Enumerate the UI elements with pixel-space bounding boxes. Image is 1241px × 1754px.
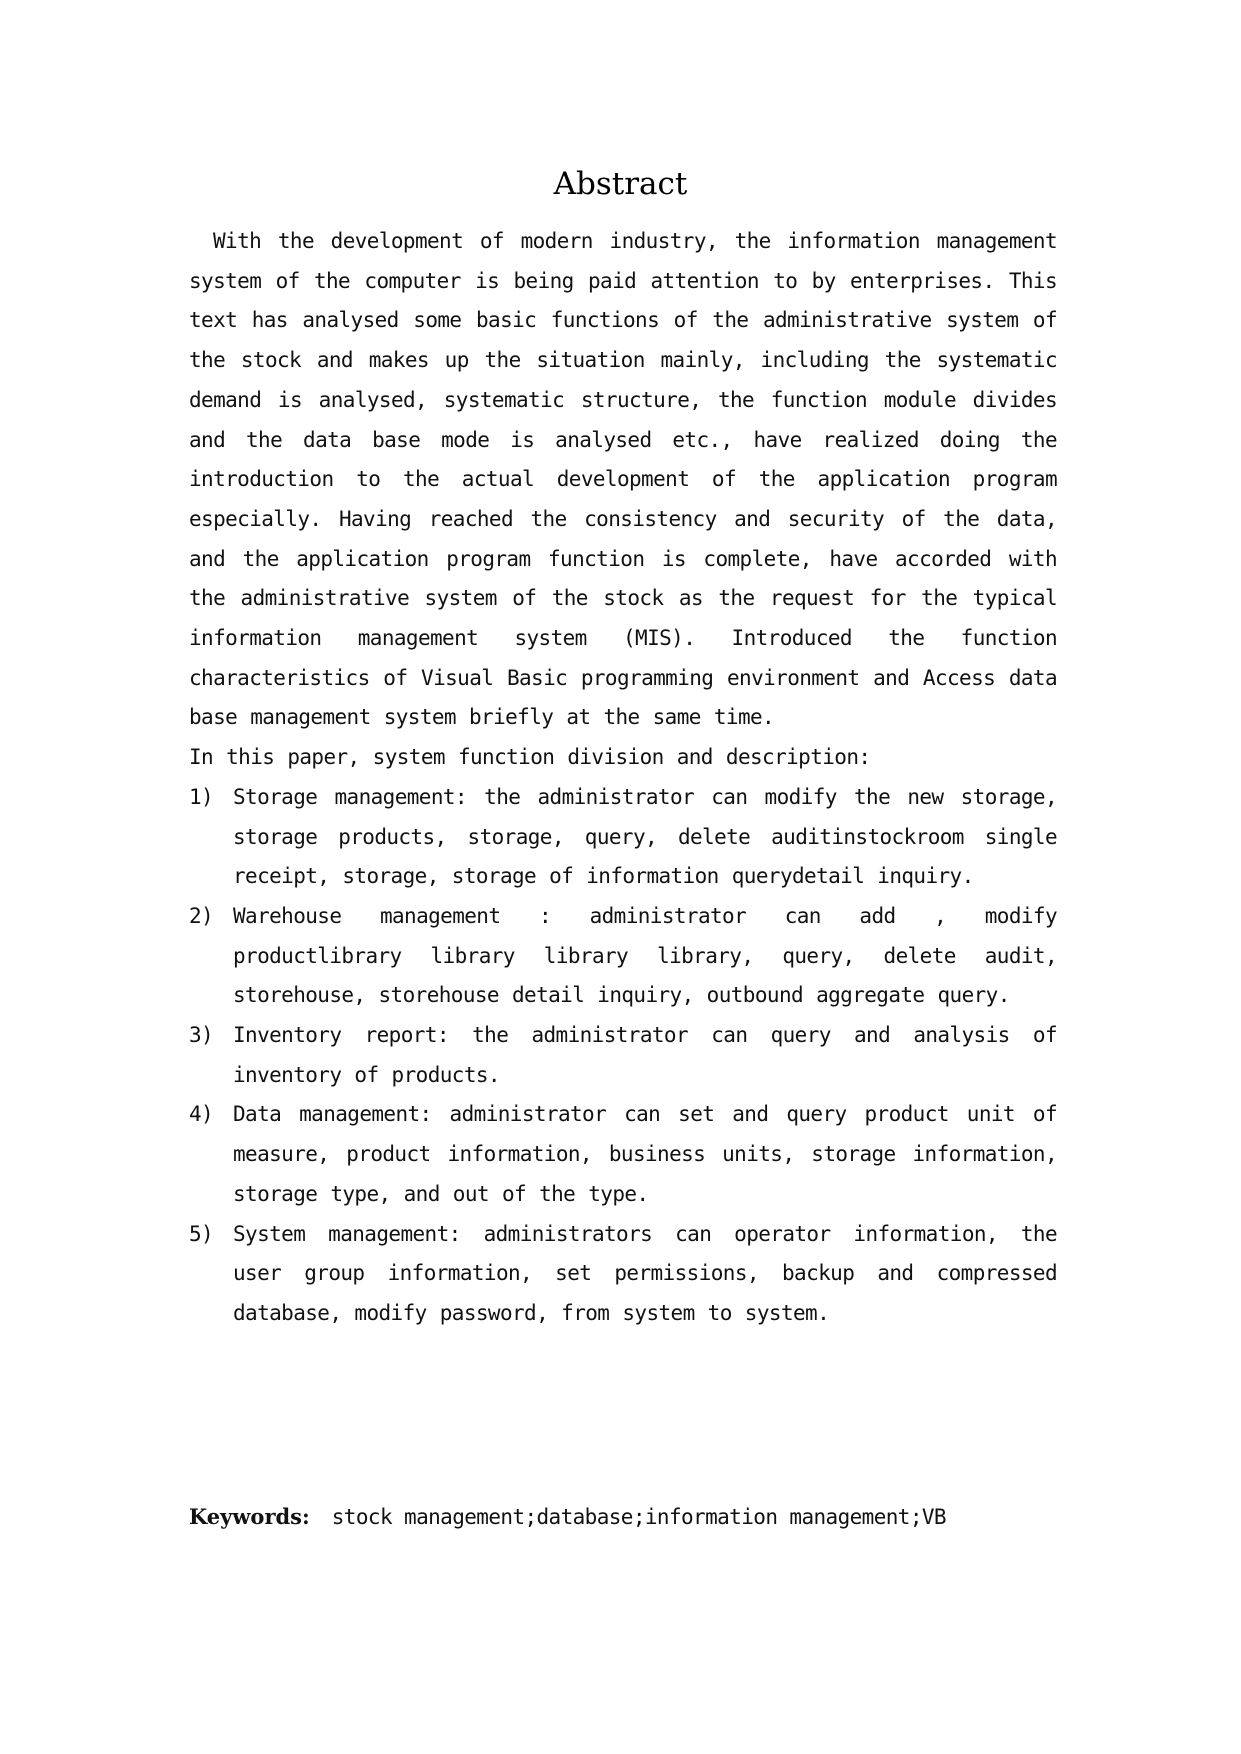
list-item-text: Warehouse management : administrator can add , modify productlibrary library library library, query, delete audit, storehouse, storehouse detail inquiry, outbound aggregate query. xyxy=(233,903,1057,1008)
function-item-data xyxy=(189,1095,1057,1214)
list-number: 3) xyxy=(189,1023,214,1048)
page-title: Abstract xyxy=(553,166,688,202)
list-item-text: System management: administrators can operator information, the user group information, set permissions, backup and compressed database, modify password, from system to system. xyxy=(233,1221,1057,1325)
list-item-text: Storage management: the administrator can modify the new storage, storage products, storage, query, delete auditinstockroom single receipt, storage, storage of information querydetail inquiry. xyxy=(233,784,1057,889)
list-number: 5) xyxy=(189,1221,214,1246)
function-intro-line: In this paper, system function division and description: xyxy=(189,745,871,770)
list-item-text: Inventory report: the administrator can query and analysis of inventory of products. xyxy=(233,1023,1057,1087)
list-number: 4) xyxy=(189,1102,214,1127)
function-list xyxy=(189,778,1057,1334)
function-item-storage xyxy=(189,778,1057,897)
function-item-system xyxy=(189,1215,1057,1334)
keywords-label: Keywords: xyxy=(189,1504,310,1529)
document-body xyxy=(189,222,1057,1334)
keywords-value: stock management;database;information management;VB xyxy=(331,1505,946,1529)
list-item-text: Data management: administrator can set and query product unit of measure, product information, business units, storage information, storage type, and out of the type. xyxy=(233,1102,1057,1206)
list-number: 2) xyxy=(189,903,214,928)
function-item-inventory xyxy=(189,1016,1057,1095)
abstract-paragraph: With the development of modern industry, the information management system of the computer is being paid attention to by enterprises. This text has analysed some basic functions of the administrative system of the stock and makes up the situation mainly, including the systematic demand is analysed, systematic structure, the function module divides and the data base mode is analysed etc., have realized doing the introduction to the actual development of the application program especially. Having reached the consistency and security of the data, and the application program function is complete, have accorded with the administrative system of the stock as the request for the typical information management system (MIS). Introduced the function characteristics of Visual Basic programming environment and Access data base management system briefly at the same time. xyxy=(189,229,1057,730)
list-number: 1) xyxy=(189,784,214,809)
keywords-line xyxy=(189,1497,1057,1537)
function-item-warehouse xyxy=(189,897,1057,1016)
